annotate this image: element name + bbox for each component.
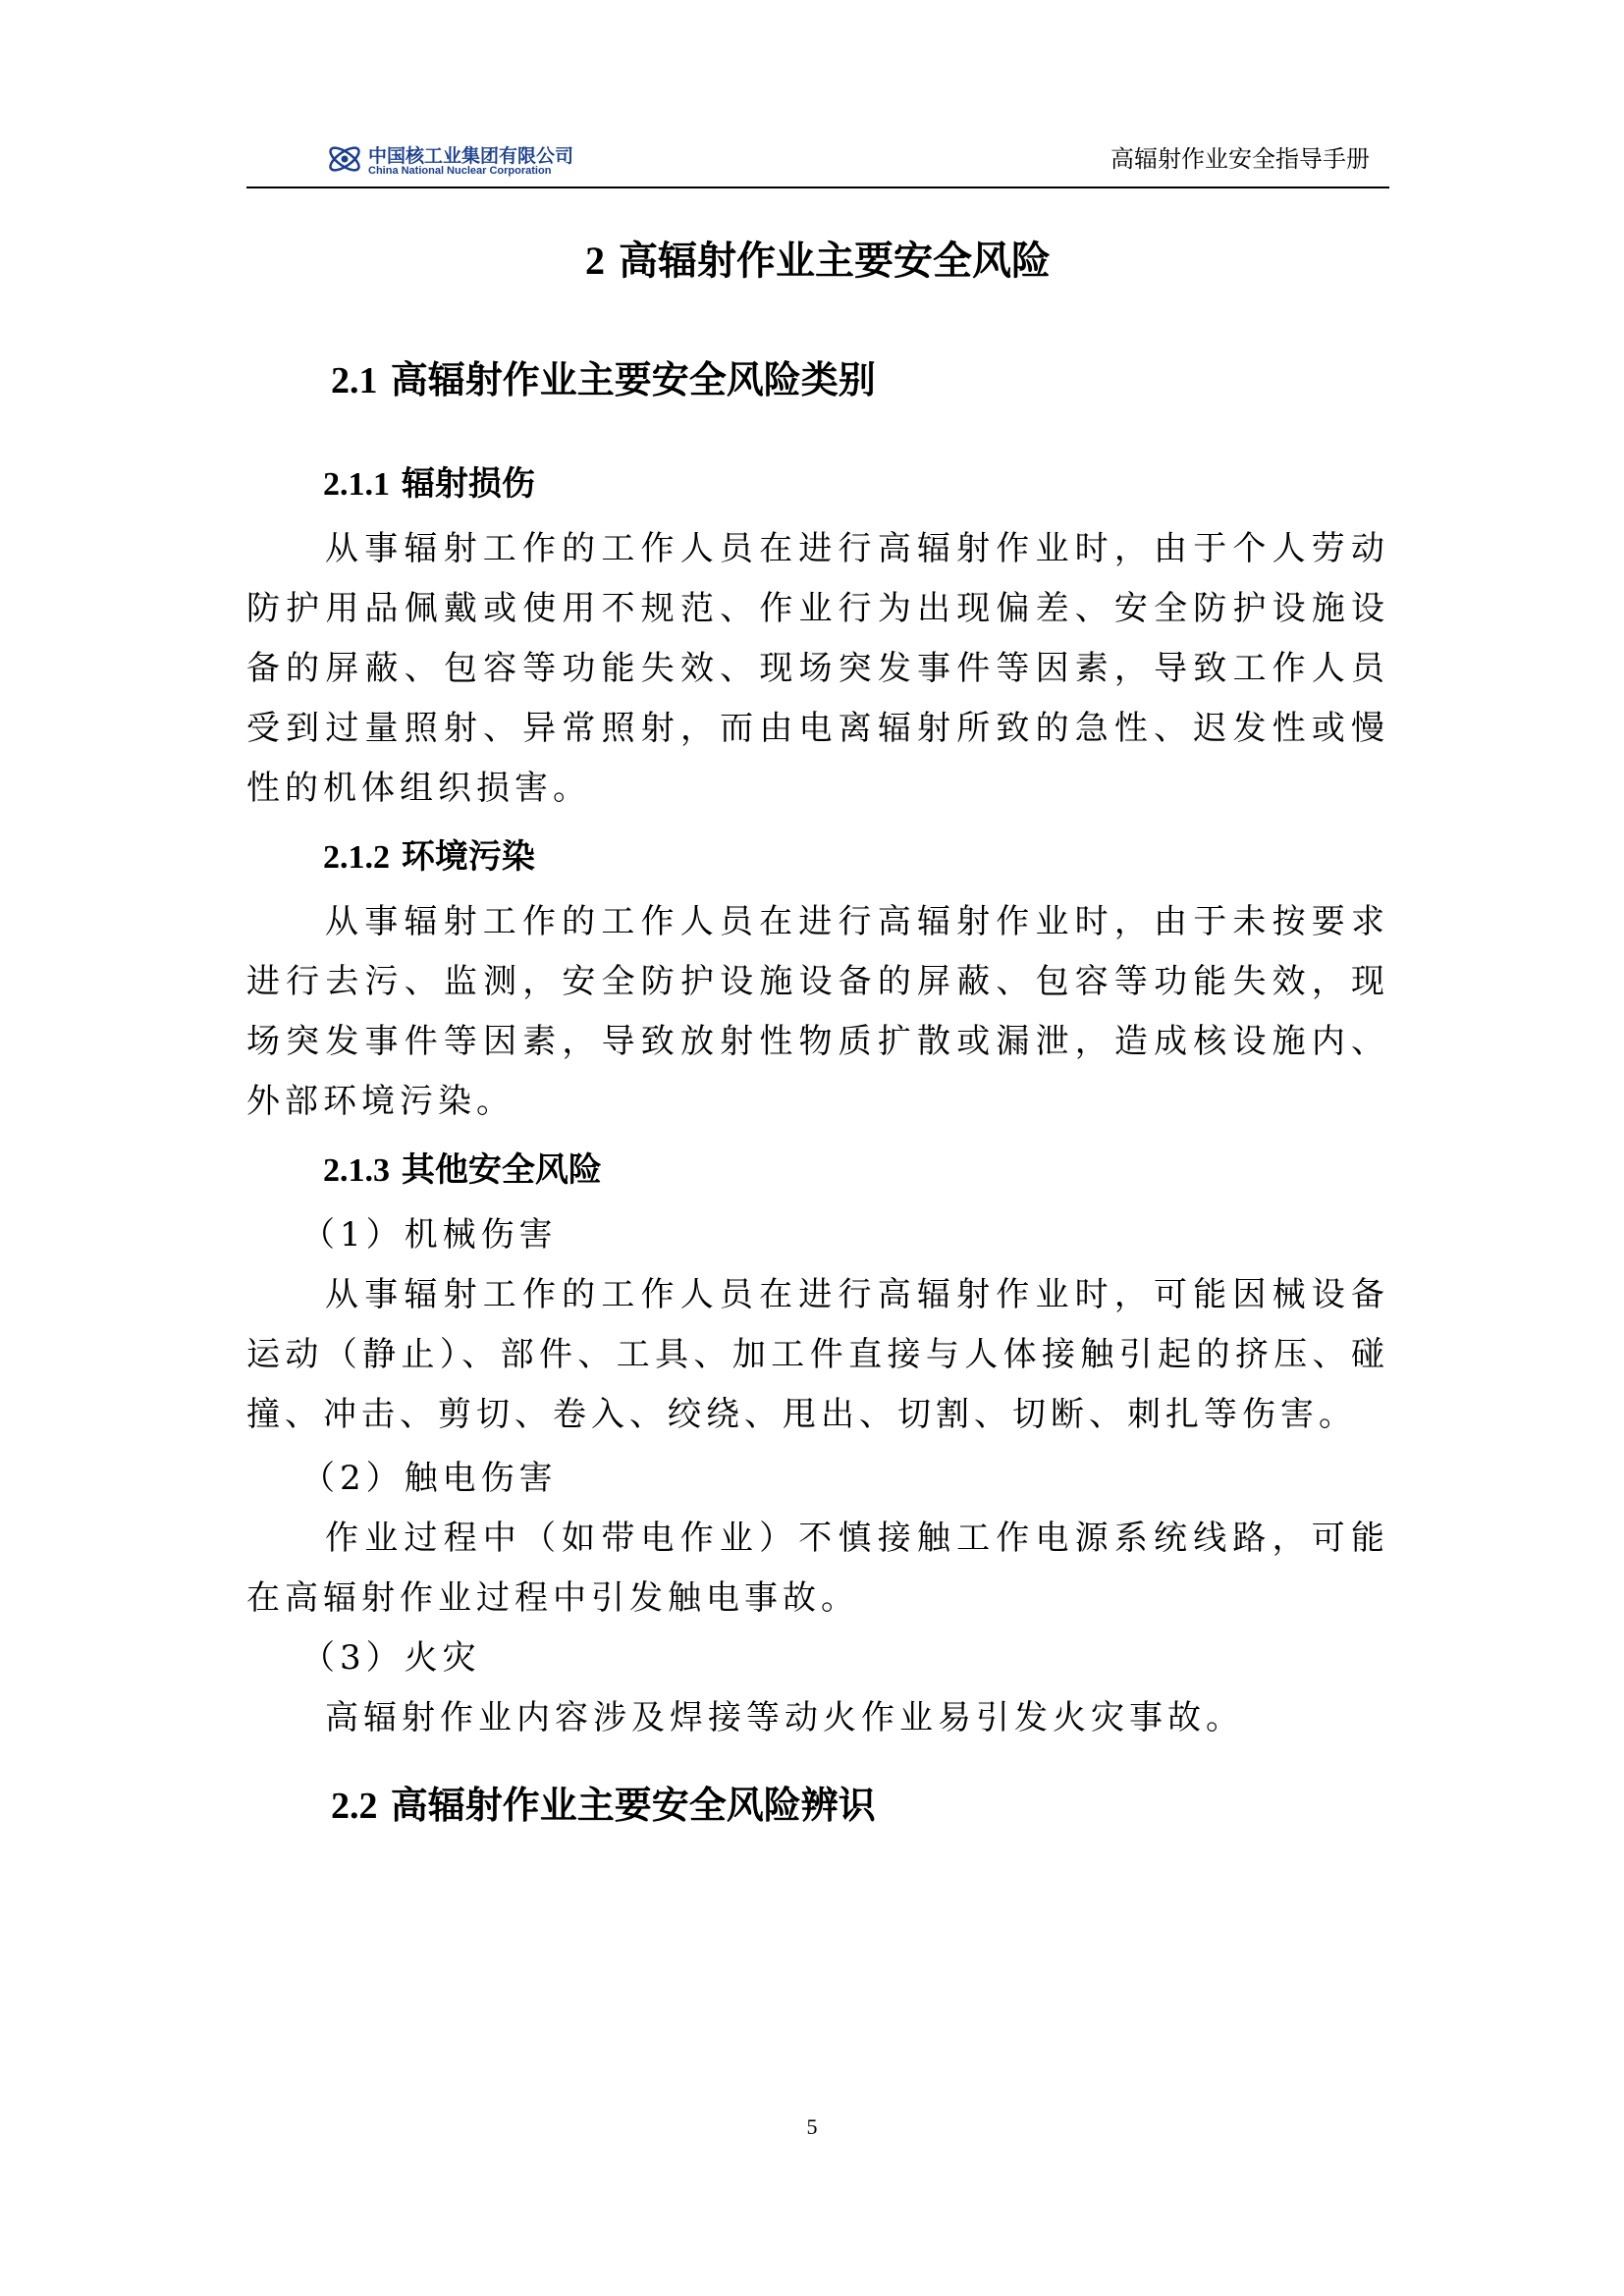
chapter-number: 2 bbox=[585, 239, 606, 283]
atom-logo-icon bbox=[325, 139, 364, 179]
logo-chinese-name: 中国核工业集团有限公司 bbox=[368, 145, 574, 167]
subsection-number: 2.1.2 bbox=[323, 839, 390, 876]
section-heading-2-2 bbox=[246, 1770, 1389, 1842]
subsection-title: 环境污染 bbox=[401, 837, 535, 877]
subsection-number: 2.1.1 bbox=[323, 466, 390, 503]
section-number: 2.2 bbox=[331, 1786, 378, 1827]
subsection-heading-2-1-2 bbox=[246, 823, 1389, 892]
page-header bbox=[246, 126, 1389, 188]
section-title: 高辐射作业主要安全风险辨识 bbox=[390, 1784, 876, 1827]
subsection-heading-2-1-3 bbox=[246, 1136, 1389, 1205]
section-number: 2.1 bbox=[331, 360, 378, 401]
company-logo bbox=[325, 139, 580, 185]
subsection-number: 2.1.3 bbox=[323, 1152, 390, 1189]
subsection-title: 辐射损伤 bbox=[401, 464, 535, 504]
paragraph-environmental-pollution: 从事辐射工作的工作人员在进行高辐射作业时，由于未按要求进行去污、监测，安全防护设施设备的屏蔽、包容等功能失效，现场突发事件等因素，导致放射性物质扩散或漏泄，造成核设施内、外部环境污染。 bbox=[246, 902, 1389, 1121]
paragraph-mechanical-injury: 从事辐射工作的工作人员在进行高辐射作业时，可能因械设备运动（静止）、部件、工具、加工件直接与人体接触引起的挤压、碰撞、冲击、剪切、卷入、绞绕、甩出、切割、切断、刺扎等伤害。 bbox=[246, 1275, 1389, 1434]
paragraph-fire: 高辐射作业内容涉及焊接等动火作业易引发火灾事故。 bbox=[325, 1698, 1244, 1737]
chapter-title-text: 高辐射作业主要安全风险 bbox=[618, 239, 1051, 284]
item-label-fire: （3）火灾 bbox=[301, 1638, 481, 1678]
subsection-heading-2-1-1 bbox=[246, 450, 1389, 519]
header-divider bbox=[246, 187, 1389, 188]
section-title: 高辐射作业主要安全风险类别 bbox=[390, 358, 876, 401]
logo-english-name: China National Nuclear Corporation bbox=[368, 165, 552, 177]
chapter-title bbox=[246, 221, 1389, 301]
page-content bbox=[246, 221, 1389, 1842]
item-label-mechanical-injury: （1）机械伤害 bbox=[301, 1215, 558, 1255]
section-heading-2-1 bbox=[246, 345, 1389, 416]
page-number: 5 bbox=[806, 2114, 818, 2139]
paragraph-radiation-injury: 从事辐射工作的工作人员在进行高辐射作业时，由于个人劳动防护用品佩戴或使用不规范、作业行为出现偏差、安全防护设施设备的屏蔽、包容等功能失效、现场突发事件等因素，导致工作人员受到过量照射、异常照射，而由电离辐射所致的急性、迟发性或慢性的机体组织损害。 bbox=[246, 529, 1389, 808]
header-title: 高辐射作业安全指导手册 bbox=[1110, 145, 1370, 173]
paragraph-electric-shock: 作业过程中（如带电作业）不慎接触工作电源系统线路，可能在高辐射作业过程中引发触电事故。 bbox=[246, 1519, 1389, 1618]
item-label-electric-shock: （2）触电伤害 bbox=[301, 1459, 558, 1498]
subsection-title: 其他安全风险 bbox=[401, 1150, 602, 1190]
